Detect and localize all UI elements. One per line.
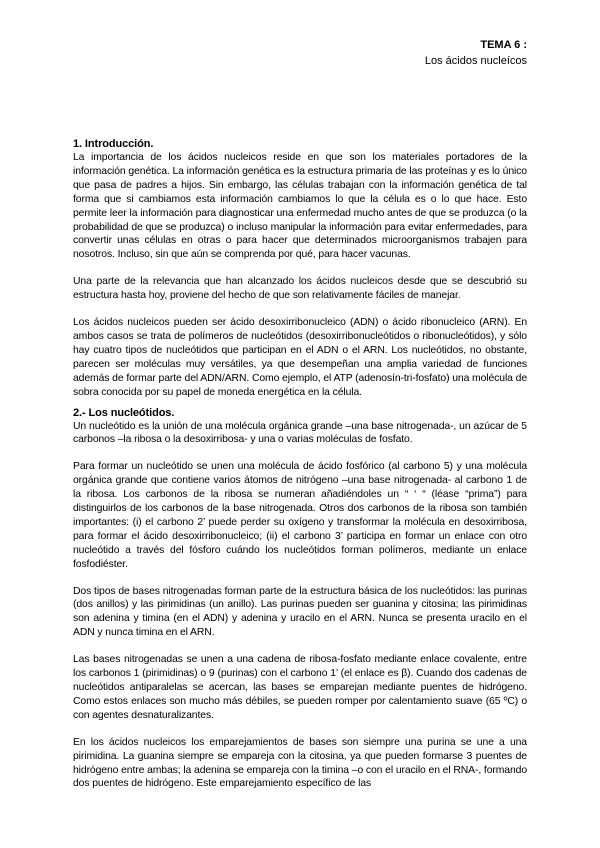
paragraph: La importancia de los ácidos nucleicos reside en que son los materiales portadores de la información genética. La información genética es la estructura primaria de las proteínas y es lo único que pasa de padres a hijos. Sin embargo, las células trabajan con la información genética de tal forma que si cambiamos esta información cambiamos lo que la célula es o lo que hace. Esto permite leer la información para diagnosticar una enfermedad mucho antes de que se produzca (o la probabilidad de que se produzca) o incluso manipular la información para evitar enfermedades, para convertir unas células en otras o para hacer que determinados microorganismos trabajen para nosotros. Incluso, sin que aún se comprenda por qué, para hacer vacunas. <box>73 152 527 261</box>
paragraph: Dos tipos de bases nitrogenadas forman parte de la estructura básica de los nucleótidos: las purinas (dos anillos) y las pirimidinas (un anillo). Las purinas pueden ser guanina y citosina; las pirimidinas son adenina y timina (en el ADN) y adenina y uracilo en el ARN. Nunca se presenta uracilo en el ADN y nunca timina en el ARN. <box>73 585 527 639</box>
topic-number: TEMA 6 : <box>480 39 527 51</box>
paragraph: Una parte de la relevancia que han alcanzado los ácidos nucleicos desde que se descubrió su estructura hasta hoy, proviene del hecho de que son relativamente fáciles de manejar. <box>73 276 527 302</box>
paragraph: Los ácidos nucleicos pueden ser ácido desoxirribonucleico (ADN) o ácido ribonucleico (ARN). En ambos casos se trata de polímeros de nucleótidos (desoxirribonucleótidos o ribonucleótidos), y sólo hay cuatro tipos de nucleótidos que participan en el ADN o el ARN. Los nucleótidos, no obstante, parecen ser moléculas muy versátiles, ya que desempeñan una amplia variedad de funciones además de formar parte del ADN/ARN. Como ejemplo, el ATP (adenosín-tri-fosfato) una molécula de sobra conocida por su papel de moneda energética en la célula. <box>73 317 527 398</box>
topic-title: Los ácidos nucleícos <box>424 55 527 67</box>
paragraph: Para formar un nucleótido se unen una molécula de ácido fosfórico (al carbono 5) y una molécula orgánica grande que contiene varios átomos de nitrógeno –una base nitrogenada- al carbono 1 de la ribosa. Los carbonos de la ribosa se numeran añadiéndoles un “ ‘ “ (léase “prima”) para distinguirlos de los carbonos de la base nitrogenada. Otros dos carbonos de la ribosa son también importantes: (i) el carbono 2’ puede perder su oxígeno y transformar la molécula en desoxirribosa, para formar el ácido desoxirribonucleico; (ii) el carbono 3’ participa en formar un enlace con otro nucleótido a través del fósforo cuándo los nucleótidos forman polímeros, mediante un enlace fosfodiéster. <box>73 461 527 570</box>
document-body <box>73 137 527 804</box>
paragraph: En los ácidos nucleicos los emparejamientos de bases son siempre una purina se une a una pirimidina. La guanina siempre se empareja con la citosina, ya que pueden formarse 3 puentes de hidrógeno entre ambas; la adenina se empareja con la timina –o con el uracilo en el RNA-, formando dos puentes de hidrógeno. Este emparejamiento específico de las <box>73 736 528 790</box>
section-heading-nucleotidos: 2.- Los nucleótidos. <box>73 406 175 419</box>
paragraph: Un nucleótido es la unión de una molécula orgánica grande –una base nitrogenada-, un azúcar de 5 carbonos –la ribosa o la desoxirribosa- y una o varias moléculas de fosfato. <box>73 420 527 446</box>
section-heading-introduccion: 1. Introducción. <box>73 138 154 150</box>
paragraph: Las bases nitrogenadas se unen a una cadena de ribosa-fosfato mediante enlace covalente, entre los carbonos 1 (pirimidinas) o 9 (purinas) con el carbono 1’ (el enlace es β). Cuando dos cadenas de nucleótidos antiparalelas se acercan, las bases se emparejan mediante puentes de hidrógeno. Como estos enlaces son mucho más débiles, se pueden romper por calentamiento suave (65 ºC) o con agentes desnaturalizantes. <box>73 654 527 721</box>
page-header <box>425 37 527 69</box>
